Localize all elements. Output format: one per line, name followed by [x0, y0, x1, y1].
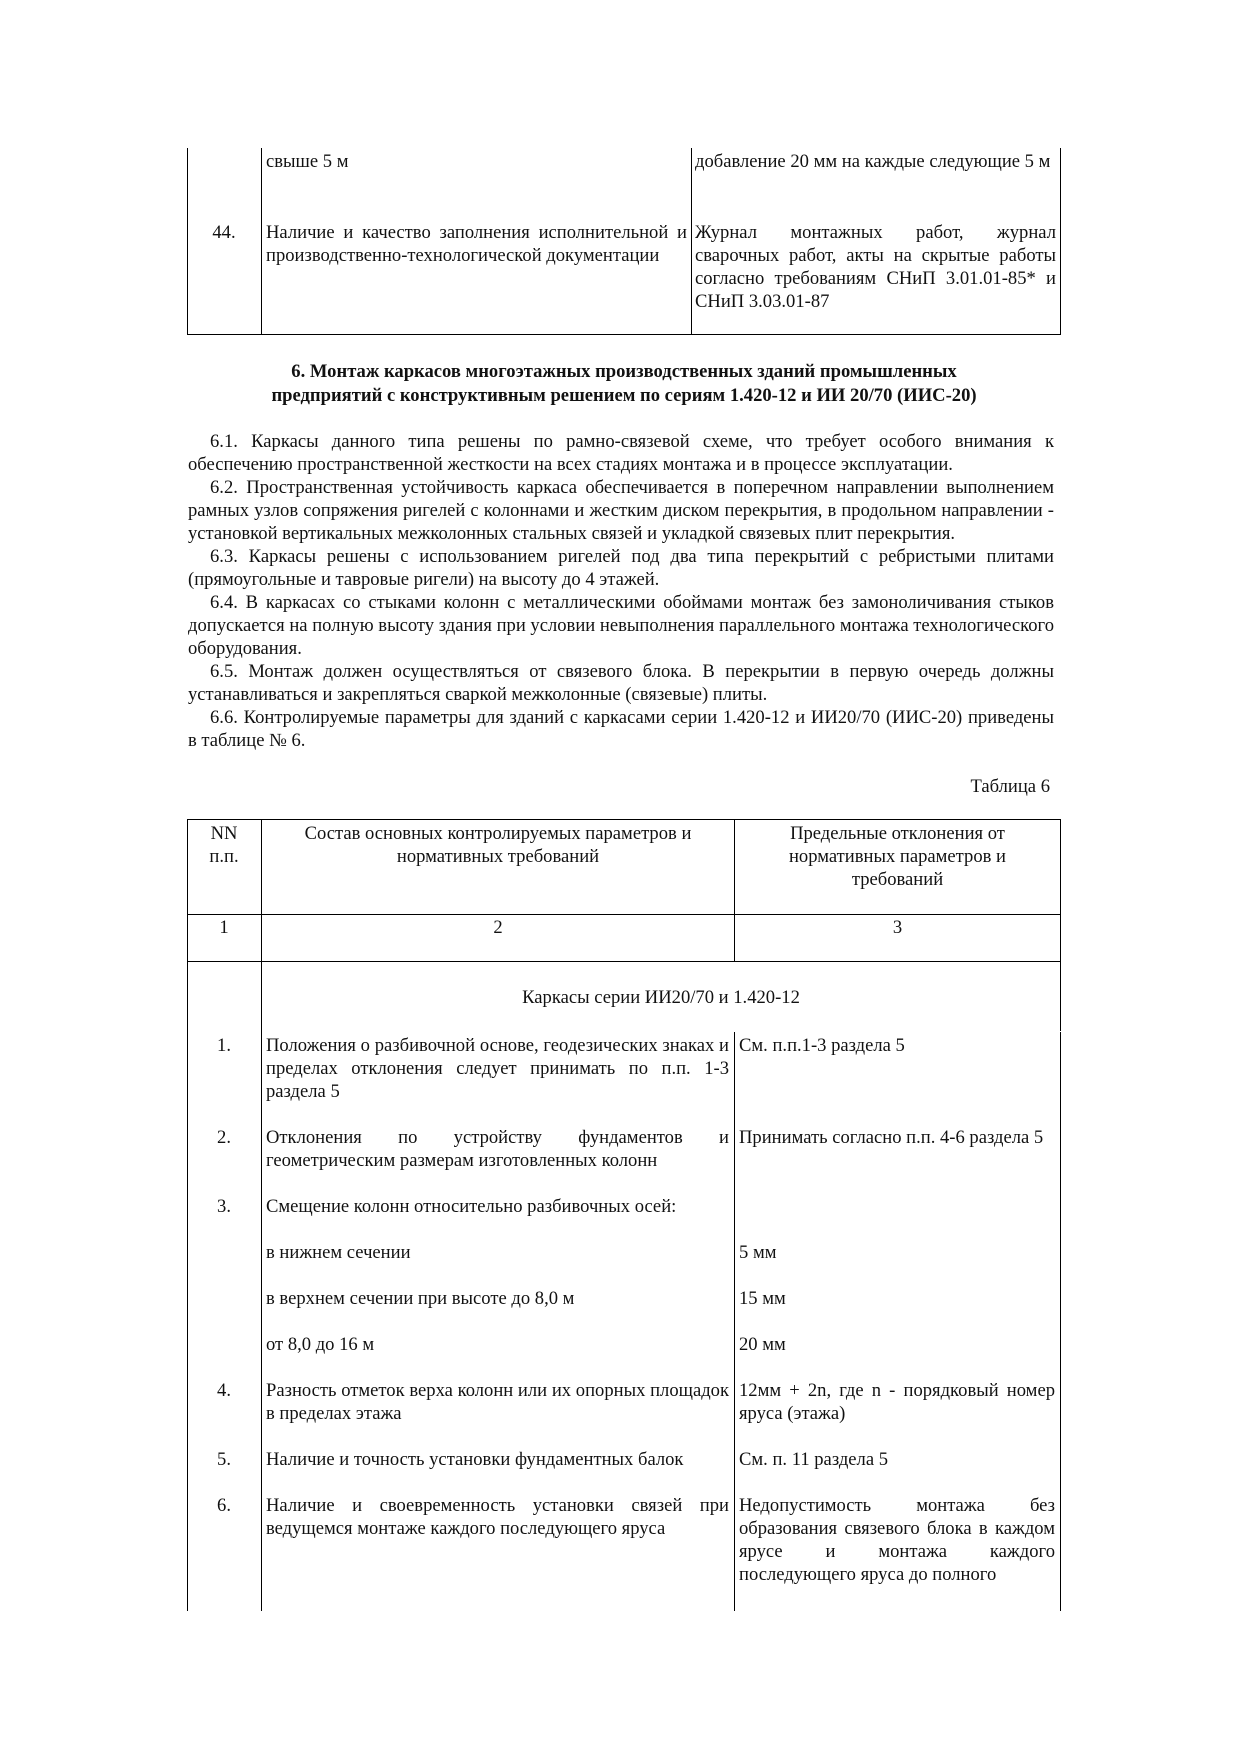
table6-group-title: Каркасы серии ИИ20/70 и 1.420-12 — [522, 987, 800, 1008]
table6-colnum-3: 3 — [892, 917, 903, 938]
paragraph-6-6: 6.6. Контролируемые параметры для зданий с каркасами серии 1.420-12 и ИИ20/70 (ИИС-20) приведены в таблице № 6. — [188, 707, 1054, 751]
paragraph-6-5: 6.5. Монтаж должен осуществляться от связевого блока. В перекрытии в первую очередь должны устанавливаться и закрепляться сваркой межколонные (связевые) плиты. — [188, 661, 1054, 705]
table6-row-3-num: 3. — [217, 1196, 231, 1217]
table6-row-1-param: Положения о разбивочной основе, геодезических знаках и пределах отклонения следует принимать по п.п. 1-3 раздела 5 — [266, 1035, 729, 1102]
table6-row-6-req: Недопустимость монтажа без образования связевого блока в каждом ярусе и монтажа каждого последующего яруса до полного — [739, 1495, 1055, 1585]
table6-header-col3: Предельные отклонения от нормативных параметров и требований — [788, 823, 1006, 890]
table6-row-2-num: 2. — [217, 1127, 231, 1148]
table-caption: Таблица 6 — [970, 776, 1050, 797]
top-table-row-1-req: добавление 20 мм на каждые следующие 5 м — [695, 151, 1051, 172]
table6-row-4-num: 4. — [217, 1380, 231, 1401]
top-table-border-left — [187, 148, 188, 335]
table6-border-left — [187, 819, 188, 1212]
paragraph-6-4: 6.4. В каркасах со стыками колонн с металлическими обоймами монтаж без замоноличивания стыков допускается на полную высоту здания при условии невыполнения параллельного монтажа технологического оборудования. — [188, 592, 1054, 659]
table6-row-3b-req: 15 мм — [739, 1288, 786, 1309]
table6-row-5-num: 5. — [217, 1449, 231, 1470]
table6-border-col3-lower — [734, 1211, 735, 1611]
top-table-row-2-num: 44. — [212, 222, 236, 243]
table6-row-2-param: Отклонения по устройству фундаментов и геометрическим размерам изготовленных колонн — [266, 1127, 729, 1171]
table6-row-6-param: Наличие и своевременность установки связей при ведущемся монтаже каждого последующего яруса — [266, 1495, 729, 1539]
table6-border-left-lower — [187, 1211, 188, 1611]
table6-border-col3-body — [734, 1032, 735, 1212]
table6-row-3-param: Смещение колонн относительно разбивочных осей: — [266, 1196, 677, 1217]
table6-row-3a-param: в нижнем сечении — [266, 1242, 411, 1263]
section-heading-line-2: предприятий с конструктивным решением по сериям 1.420-12 и ИИ 20/70 (ИИС-20) — [271, 385, 977, 406]
top-table-row-1-param: свыше 5 м — [266, 151, 349, 172]
table6-border-col2 — [261, 819, 262, 1212]
section-heading — [190, 360, 1058, 408]
top-table-row-2-param: Наличие и качество заполнения исполнительной и производственно-технологической документации — [266, 222, 687, 266]
table6-header-col2: Состав основных контролируемых параметров и нормативных требований — [304, 823, 692, 867]
section-body — [188, 430, 1054, 752]
table6-row-4-req: 12мм + 2n, где n - порядковый номер яруса (этажа) — [739, 1380, 1055, 1424]
table6-row-1-req: См. п.п.1-3 раздела 5 — [739, 1035, 905, 1056]
table6-border-right-lower — [1060, 1032, 1061, 1611]
table6-colnum-2: 2 — [493, 917, 503, 938]
paragraph-6-3: 6.3. Каркасы решены с использованием ригелей под два типа перекрытий с ребристыми плитами (прямоугольные и тавровые ригели) на высоту до 4 этажей. — [188, 546, 1054, 590]
top-table-border-col3 — [691, 148, 692, 335]
table6-row-1-num: 1. — [217, 1035, 231, 1056]
table6-border-top — [187, 819, 1061, 820]
table6-row-2-req: Принимать согласно п.п. 4-6 раздела 5 — [739, 1127, 1044, 1148]
table6-border-colnum-bottom — [187, 961, 1061, 962]
paragraph-6-2: 6.2. Пространственная устойчивость каркаса обеспечивается в поперечном направлении выполнением рамных узлов сопряжения ригелей с колоннами и жестким диском перекрытия, в продольном направлении - установкой вертикальных межколонных стальных связей и укладкой связевых плит перекрытия. — [188, 477, 1054, 544]
table6-row-5-param: Наличие и точность установки фундаментных балок — [266, 1449, 684, 1470]
table6-row-6-num: 6. — [217, 1495, 231, 1516]
paragraph-6-1: 6.1. Каркасы данного типа решены по рамно-связевой схеме, что требует особого внимания к обеспечению пространственной жесткости на всех стадиях монтажа и в процессе эксплуатации. — [188, 431, 1054, 475]
table6-row-3c-param: от 8,0 до 16 м — [266, 1334, 375, 1355]
table6-border-header-bottom — [187, 914, 1061, 915]
top-table-border-bottom — [187, 334, 1061, 335]
table6-row-3b-param: в верхнем сечении при высоте до 8,0 м — [266, 1288, 575, 1309]
section-heading-line-1: 6. Монтаж каркасов многоэтажных производственных зданий промышленных — [291, 361, 957, 382]
table6-border-col3-header — [734, 819, 735, 962]
top-table-row-2-req: Журнал монтажных работ, журнал сварочных работ, акты на скрытые работы согласно требованиям СНиП 3.01.01-85* и СНиП 3.03.01-87 — [695, 222, 1056, 312]
table6-row-4-param: Разность отметок верха колонн или их опорных площадок в пределах этажа — [266, 1380, 729, 1424]
table6-border-right — [1060, 819, 1061, 1031]
table6-row-3c-req: 20 мм — [739, 1334, 786, 1355]
table6-row-3a-req: 5 мм — [739, 1242, 777, 1263]
table6-border-col2-lower — [261, 1211, 262, 1611]
top-table-border-col2 — [261, 148, 262, 335]
table6-colnum-1: 1 — [219, 917, 229, 938]
top-table-border-right — [1060, 148, 1061, 335]
table6-header-col1: NN п.п. — [209, 823, 239, 867]
table6-row-5-req: См. п. 11 раздела 5 — [739, 1449, 889, 1470]
